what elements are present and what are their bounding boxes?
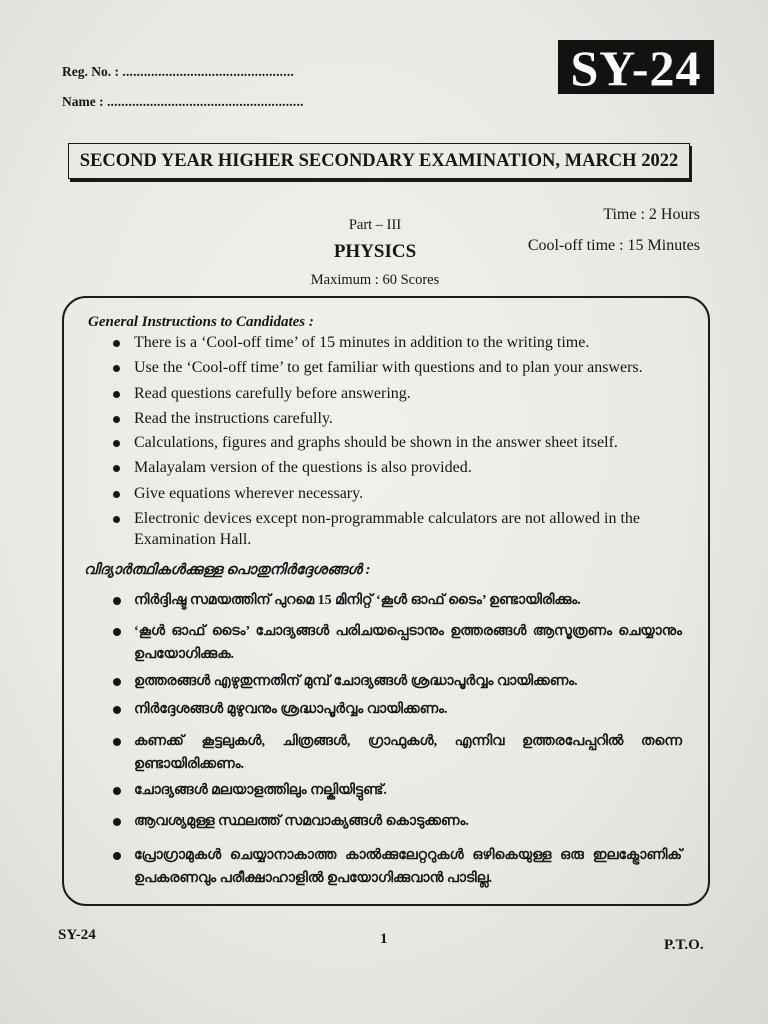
footer-paper-code: SY-24 [58,927,96,943]
instruction-text: ആവശ്യമുള്ള സ്ഥലത്ത് സമവാക്യങ്ങൾ കൊടുക്കണം. [134,814,469,829]
bullet-point-icon [113,597,121,605]
malayalam-instruction-item [110,844,690,890]
reg-no-blank: ................................................ [122,64,294,79]
name-label: Name : [62,94,104,109]
time-allowed: Time : 2 Hours [603,206,700,223]
bullet-point-icon [113,391,120,398]
instruction-text: ‘കൂൾ ഓഫ് ടൈം’ ചോദ്യങ്ങൾ പരിചയപ്പെടാനും ഉത്തരങ്ങൾ ആസൂത്രണം ചെയ്യാനും ഉപയോഗിക്കുക. [134,624,682,662]
reg-no-label: Reg. No. : [62,64,119,79]
bullet-point-icon [113,416,120,423]
instruction-text: Calculations, figures and graphs should be shown in the answer sheet itself. [134,434,618,451]
instruction-text: There is a ‘Cool-off time’ of 15 minutes in addition to the writing time. [134,334,590,351]
instruction-text: നിർദ്ദേശങ്ങൾ മുഴുവനും ശ്രദ്ധാപൂർവ്വം വായിക്കണം. [134,702,448,717]
bullet-point-icon [113,706,121,714]
paper-code-badge: SY-24 [558,40,714,94]
malayalam-instruction-item [110,730,690,776]
bullet-point-icon [113,365,120,372]
english-instruction-item [110,357,690,378]
bullet-point-icon [113,628,121,636]
exam-title: SECOND YEAR HIGHER SECONDARY EXAMINATION, MARCH 2022 [68,143,690,179]
bullet-point-icon [113,738,121,746]
malayalam-instruction-item [110,698,690,721]
page-number: 1 [380,931,388,947]
instruction-text: Read questions carefully before answering. [134,385,411,402]
malayalam-instruction-item [110,589,690,612]
instruction-text: Malayalam version of the questions is also provided. [134,459,472,476]
english-instruction-item [110,457,690,478]
english-instruction-item [110,508,690,550]
english-instruction-item [110,383,690,404]
english-instruction-item [110,332,690,353]
malayalam-instruction-item [110,620,690,666]
part-label: Part – III [348,217,402,233]
instruction-text: Use the ‘Cool-off time’ to get familiar with questions and to plan your answers. [134,359,643,376]
bullet-point-icon [113,852,121,860]
instruction-text: Read the instructions carefully. [134,410,333,427]
subject-title: PHYSICS [333,241,417,262]
bullet-point-icon [113,818,121,826]
malayalam-instructions-heading: വിദ്യാർത്ഥികൾക്കുള്ള പൊതുനിർദ്ദേശങ്ങൾ : [84,562,371,578]
instruction-text: ചോദ്യങ്ങൾ മലയാളത്തിലും നല്കിയിട്ടുണ്ട്. [134,783,387,798]
bullet-point-icon [113,465,120,472]
instruction-text: പ്രോഗ്രാമുകൾ ചെയ്യാനാകാത്ത കാൽക്കുലേറ്ററുകൾ ഒഴികെയുള്ള ഒരു ഇലക്ട്രോണിക് ഉപകരണവും പരീക്ഷാഹാളിൽ ഉപയോഗിക്കുവാൻ പാടില്ല. [134,848,682,886]
english-instruction-item [110,408,690,429]
bullet-point-icon [113,678,121,686]
maximum-score: Maximum : 60 Scores [310,272,440,288]
bullet-point-icon [113,491,120,498]
instruction-text: ഉത്തരങ്ങൾ എഴുതുന്നതിന് മുമ്പ് ചോദ്യങ്ങൾ ശ്രദ്ധാപൂർവ്വം വായിക്കണം. [134,674,578,689]
malayalam-instruction-item [110,670,690,693]
bullet-point-icon [113,340,120,347]
name-line [62,93,304,111]
reg-no-line [62,63,294,81]
bullet-point-icon [113,440,120,447]
instruction-text: നിർദ്ദിഷ്ട സമയത്തിന് പുറമെ 15 മിനിറ്റ് ‘കൂൾ ഓഫ് ടൈം’ ഉണ്ടായിരിക്കും. [134,593,581,608]
english-instructions-heading: General Instructions to Candidates : [88,314,314,330]
instruction-text: കണക്ക് കൂട്ടലുകൾ, ചിത്രങ്ങൾ, ഗ്രാഫുകൾ, എന്നിവ ഉത്തരപേപ്പറിൽ തന്നെ ഉണ്ടായിരിക്കണം. [134,734,682,772]
english-instruction-item [110,432,690,453]
english-instruction-item [110,483,690,504]
bullet-point-icon [113,787,121,795]
malayalam-instruction-item [110,779,690,802]
cool-off-time: Cool-off time : 15 Minutes [527,237,700,254]
malayalam-instruction-item [110,810,690,833]
instruction-text: Give equations wherever necessary. [134,485,364,502]
instruction-text: Electronic devices except non-programmable calculators are not allowed in the Examination Hall. [134,510,641,548]
bullet-point-icon [113,516,120,523]
please-turn-over: P.T.O. [664,937,704,953]
name-blank: ....................................................... [106,94,304,109]
